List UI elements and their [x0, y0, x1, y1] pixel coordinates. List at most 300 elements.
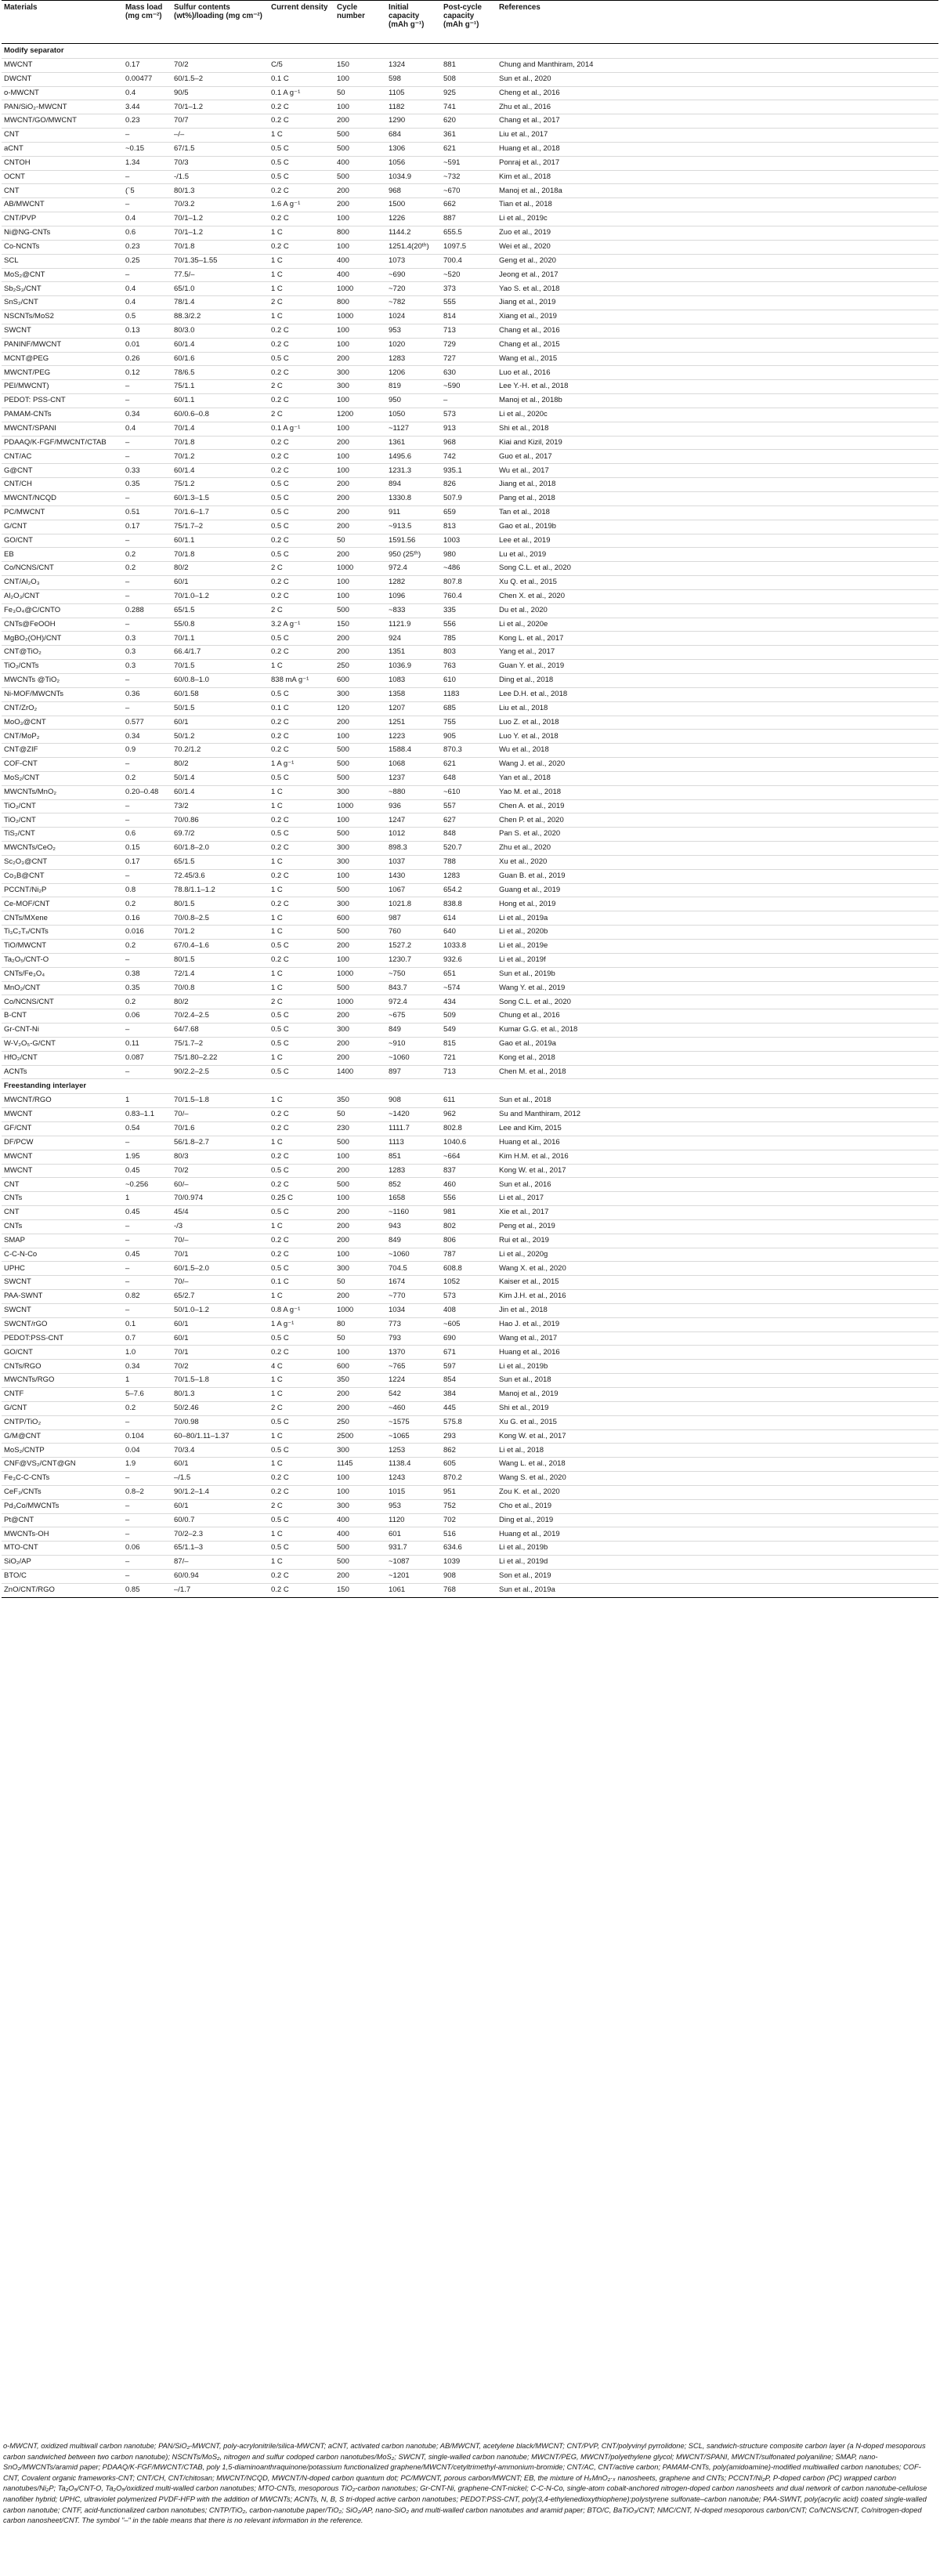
- reference-cell: Chen A. et al., 2019: [497, 799, 938, 813]
- initial-capacity-cell: 1224: [386, 1374, 441, 1388]
- mass-load-cell: –: [123, 673, 172, 687]
- mass-load-cell: –: [123, 1065, 172, 1079]
- post-cycle-capacity-cell: 981: [441, 1206, 497, 1220]
- initial-capacity-cell: 1588.4: [386, 744, 441, 758]
- reference-cell: Xie et al., 2017: [497, 1206, 938, 1220]
- reference-cell: Sun et al., 2018: [497, 1094, 938, 1108]
- mass-load-cell: 1.9: [123, 1458, 172, 1472]
- post-cycle-capacity-cell: 932.6: [441, 953, 497, 967]
- sulfur-cell: 60/1: [172, 1317, 269, 1331]
- sulfur-cell: 90/2.2–2.5: [172, 1065, 269, 1079]
- sulfur-cell: 60/0.8–1.0: [172, 673, 269, 687]
- post-cycle-capacity-cell: 408: [441, 1303, 497, 1317]
- material-cell: TiO/MWCNT: [2, 940, 123, 954]
- current-density-cell: 0.2 C: [269, 436, 334, 450]
- post-cycle-capacity-cell: 742: [441, 450, 497, 464]
- initial-capacity-cell: 1096: [386, 589, 441, 603]
- material-cell: PAN/SiO₂-MWCNT: [2, 100, 123, 114]
- table-footnote: o-MWCNT, oxidized multiwall carbon nanotube; PAN/SiO₂-MWCNT, poly-acrylonitrile/silica-MWCNT; aCNT, activated carbon nanotube; AB/MWCNT, acetylene black/MWCNT; CNT/PVP, CNT/polyvinyl pyrrolidone; SCL, sandwich-structure composite carbon layer (a N-doped mesoporous carbon sandwiched between two carbon nanotube); NSCNTs/MoS₂, nitrogen and sulfur codoped carbon nanotubes/MoS₂; SWCNT, single-walled carbon nanotube; MWCNT/PEG, MWCNT/polyethylene glycol; MWCNT/SPANI, MWCNT/sulfonated polyaniline; SMAP, nano-SnO₂/MWCNTs/aramid paper; PDAAQ/K-FGF/MWCNT/CTAB, poly 1,5-diaminoanthraquinone/potassium functionalized graphene/MWCNT/cetyltrimethyl-ammonium-bromide; CNT/AC, CNT/active carbon; PAMAM-CNTs, poly(amidoamine)-modified multiwalled carbon nanotubes; COF-CNT, Covalent organic frameworks-CNT; CNT/CH, CNT/chitosan; MWCNT/NCQD, MWCNT/N-doped carbon quantum dot; PC/MWCNT, porous carbon/MWCNT; EB, the mixture of HₓMnO₂·ₓ nanosheets, graphene and CNTs; PCCNT/Ni₂P, P-doped carbon (PC) wrapped carbon nanotubes/Ni₂P; Ta₂O₅/CNT-O, Ta₂O₅/oxidized multi-walled carbon nanotubes; MTO-CNTs, mesoporous TiO₂-carbon nanotubes; Gr-CNT-Ni, graphene-CNT-nickel; C-C-N-Co, single-atom cobalt-anchored nitrogen-doped carbon nanosheets and dual network of carbon nanotube-cellulose nanofiber hybrid; UPHC, ultraviolet polymerized PVDF-HFP with the addition of MWCNTs; ACNTs, N, B, S tri-doped active carbon nanotubes; PEDOT:PSS-CNT, poly(3,4-ethylenedioxythiophene):polystyrene sulfonate–carbon nanotube; PAA-SWNT, poly(acrylic acid) coated single-walled carbon nanotube; CNTF, acid-functionalized carbon nanotubes; CNTP/TiO₂, carbon-nanotube paper/TiO₂; SiO₂/AP, nano-SiO₂ and multi-walled carbon nanotubes and aramid paper; BTO/C, BaTiO₃/CNT; NMC/CNT, N-doped mesoporous carbon/CNT; Co/NCNS/CNT, Co/nitrogen-doped carbon nanosheet/CNT. The symbol "–" in the table means that there is no relevant information in the reference.: [3, 2442, 927, 2525]
- initial-capacity-cell: 793: [386, 1331, 441, 1346]
- post-cycle-capacity-cell: 516: [441, 1527, 497, 1542]
- initial-capacity-cell: 1067: [386, 883, 441, 897]
- post-cycle-capacity-cell: 935.1: [441, 464, 497, 478]
- post-cycle-capacity-cell: 507.9: [441, 492, 497, 506]
- initial-capacity-cell: 760: [386, 926, 441, 940]
- mass-load-cell: 1: [123, 1374, 172, 1388]
- table-row: [2, 926, 938, 940]
- cycle-number-cell: 300: [334, 1024, 386, 1038]
- mass-load-cell: –: [123, 198, 172, 212]
- cycle-number-cell: 500: [334, 744, 386, 758]
- material-cell: Sc₂O₃@CNT: [2, 855, 123, 869]
- initial-capacity-cell: 704.5: [386, 1262, 441, 1276]
- post-cycle-capacity-cell: ~664: [441, 1150, 497, 1164]
- mass-load-cell: 0.2: [123, 940, 172, 954]
- table-row: [2, 967, 938, 981]
- table-row: [2, 72, 938, 86]
- table-row: [2, 268, 938, 282]
- material-cell: EB: [2, 548, 123, 562]
- post-cycle-capacity-cell: 509: [441, 1009, 497, 1024]
- table-row: [2, 505, 938, 520]
- cycle-number-cell: 1000: [334, 310, 386, 324]
- mass-load-cell: 0.85: [123, 1583, 172, 1597]
- post-cycle-capacity-cell: 1052: [441, 1276, 497, 1290]
- mass-load-cell: 0.45: [123, 1248, 172, 1262]
- post-cycle-capacity-cell: 608.8: [441, 1262, 497, 1276]
- table-row: [2, 981, 938, 995]
- mass-load-cell: –: [123, 268, 172, 282]
- mass-load-cell: 3.44: [123, 100, 172, 114]
- table-row: [2, 646, 938, 660]
- sulfur-cell: 70/1–1.2: [172, 226, 269, 240]
- initial-capacity-cell: 1015: [386, 1485, 441, 1499]
- cycle-number-cell: 500: [334, 129, 386, 143]
- table-row: [2, 254, 938, 268]
- table-row: [2, 897, 938, 911]
- current-density-cell: 2 C: [269, 408, 334, 422]
- material-cell: MWCNT/NCQD: [2, 492, 123, 506]
- mass-load-cell: 0.23: [123, 114, 172, 129]
- sulfur-cell: 60/0.7: [172, 1513, 269, 1527]
- material-cell: Gr-CNT-Ni: [2, 1024, 123, 1038]
- sulfur-cell: 60/0.6–0.8: [172, 408, 269, 422]
- cycle-number-cell: 200: [334, 716, 386, 730]
- material-cell: G/CNT: [2, 520, 123, 534]
- reference-cell: Chen M. et al., 2018: [497, 1065, 938, 1079]
- mass-load-cell: 0.2: [123, 1401, 172, 1415]
- mass-load-cell: –: [123, 1219, 172, 1234]
- material-cell: CNTs: [2, 1219, 123, 1234]
- sulfur-cell: 70/1.6: [172, 1121, 269, 1136]
- current-density-cell: 0.2 C: [269, 1485, 334, 1499]
- sulfur-cell: -/3: [172, 1219, 269, 1234]
- table-row: [2, 883, 938, 897]
- mass-load-cell: 0.17: [123, 520, 172, 534]
- initial-capacity-cell: 931.7: [386, 1542, 441, 1556]
- reference-cell: Guan Y. et al., 2019: [497, 660, 938, 674]
- material-cell: MWCNT: [2, 1150, 123, 1164]
- table-row: [2, 212, 938, 226]
- table-row: [2, 618, 938, 632]
- table-row: [2, 673, 938, 687]
- material-cell: MoS₂@CNT: [2, 268, 123, 282]
- current-density-cell: 0.2 C: [269, 744, 334, 758]
- mass-load-cell: 1.34: [123, 156, 172, 170]
- mass-load-cell: 0.2: [123, 771, 172, 785]
- current-density-cell: 0.5 C: [269, 1415, 334, 1429]
- material-cell: Sb₂S₃/CNT: [2, 282, 123, 296]
- mass-load-cell: 0.2: [123, 548, 172, 562]
- initial-capacity-cell: 1138.4: [386, 1458, 441, 1472]
- initial-capacity-cell: 1253: [386, 1444, 441, 1458]
- mass-load-cell: 0.016: [123, 926, 172, 940]
- post-cycle-capacity-cell: 445: [441, 1401, 497, 1415]
- initial-capacity-cell: 1290: [386, 114, 441, 129]
- mass-load-cell: –: [123, 436, 172, 450]
- sulfur-cell: 70/–: [172, 1234, 269, 1248]
- initial-capacity-cell: 987: [386, 911, 441, 926]
- sulfur-cell: 70/1.8: [172, 240, 269, 254]
- post-cycle-capacity-cell: 634.6: [441, 1542, 497, 1556]
- post-cycle-capacity-cell: 614: [441, 911, 497, 926]
- material-cell: MWCNTs/RGO: [2, 1374, 123, 1388]
- sulfur-cell: 70/2: [172, 1164, 269, 1178]
- post-cycle-capacity-cell: 951: [441, 1485, 497, 1499]
- initial-capacity-cell: ~690: [386, 268, 441, 282]
- table-row: [2, 282, 938, 296]
- current-density-cell: 1 C: [269, 129, 334, 143]
- material-cell: CNT: [2, 1178, 123, 1192]
- sulfur-cell: 50/1.5: [172, 701, 269, 716]
- reference-cell: Yan et al., 2018: [497, 771, 938, 785]
- reference-cell: Manoj et al., 2019: [497, 1388, 938, 1402]
- reference-cell: Song C.L. et al., 2020: [497, 562, 938, 576]
- mass-load-cell: 0.2: [123, 562, 172, 576]
- material-cell: PDAAQ/K-FGF/MWCNT/CTAB: [2, 436, 123, 450]
- material-cell: W-V₂O₅-G/CNT: [2, 1037, 123, 1051]
- post-cycle-capacity-cell: 605: [441, 1458, 497, 1472]
- initial-capacity-cell: 1020: [386, 338, 441, 352]
- cycle-number-cell: 150: [334, 58, 386, 72]
- mass-load-cell: 0.12: [123, 366, 172, 380]
- table-row: [2, 1234, 938, 1248]
- cycle-number-cell: 200: [334, 548, 386, 562]
- cycle-number-cell: 500: [334, 758, 386, 772]
- reference-cell: Wei et al., 2020: [497, 240, 938, 254]
- current-density-cell: 1 C: [269, 1556, 334, 1570]
- initial-capacity-cell: 968: [386, 184, 441, 198]
- table-row: [2, 296, 938, 310]
- current-density-cell: 1 C: [269, 799, 334, 813]
- mass-load-cell: 0.54: [123, 1121, 172, 1136]
- current-density-cell: 0.2 C: [269, 100, 334, 114]
- table-row: [2, 562, 938, 576]
- initial-capacity-cell: 943: [386, 1219, 441, 1234]
- cycle-number-cell: 100: [334, 72, 386, 86]
- mass-load-cell: 0.104: [123, 1429, 172, 1444]
- post-cycle-capacity-cell: 573: [441, 1290, 497, 1304]
- reference-cell: Wu et al., 2018: [497, 744, 938, 758]
- current-density-cell: 0.5 C: [269, 492, 334, 506]
- mass-load-cell: 0.06: [123, 1542, 172, 1556]
- sulfur-cell: 70/1.1: [172, 632, 269, 646]
- material-cell: CNTs@FeOOH: [2, 618, 123, 632]
- reference-cell: Li et al., 2019d: [497, 1556, 938, 1570]
- sulfur-cell: 60/1.4: [172, 338, 269, 352]
- initial-capacity-cell: 1012: [386, 828, 441, 842]
- reference-cell: Li et al., 2019e: [497, 940, 938, 954]
- sulfur-cell: 60/1: [172, 716, 269, 730]
- table-row: [2, 1094, 938, 1108]
- material-cell: MWCNTs/CeO₂: [2, 842, 123, 856]
- cycle-number-cell: 400: [334, 1513, 386, 1527]
- mass-load-cell: –: [123, 618, 172, 632]
- initial-capacity-cell: 1144.2: [386, 226, 441, 240]
- post-cycle-capacity-cell: 838.8: [441, 897, 497, 911]
- table-row: [2, 114, 938, 129]
- material-cell: PCCNT/Ni₂P: [2, 883, 123, 897]
- mass-load-cell: –: [123, 758, 172, 772]
- current-density-cell: 0.2 C: [269, 184, 334, 198]
- initial-capacity-cell: 1037: [386, 855, 441, 869]
- sulfur-cell: 60/1.58: [172, 687, 269, 701]
- reference-cell: Manoj et al., 2018a: [497, 184, 938, 198]
- reference-cell: Song C.L. et al., 2020: [497, 995, 938, 1009]
- table-row: [2, 129, 938, 143]
- cycle-number-cell: 200: [334, 436, 386, 450]
- current-density-cell: 4 C: [269, 1360, 334, 1374]
- current-density-cell: 2 C: [269, 1499, 334, 1513]
- cycle-number-cell: 100: [334, 422, 386, 436]
- initial-capacity-cell: 950: [386, 394, 441, 408]
- sulfur-cell: 75/1.7–2: [172, 520, 269, 534]
- current-density-cell: 0.5 C: [269, 1331, 334, 1346]
- table-row: [2, 744, 938, 758]
- reference-cell: Luo Y. et al., 2018: [497, 730, 938, 744]
- reference-cell: Peng et al., 2019: [497, 1219, 938, 1234]
- sulfur-cell: 70/1: [172, 1248, 269, 1262]
- sulfur-cell: 80/2: [172, 562, 269, 576]
- mass-load-cell: –: [123, 380, 172, 394]
- initial-capacity-cell: 1430: [386, 869, 441, 883]
- initial-capacity-cell: 1073: [386, 254, 441, 268]
- table-row: [2, 940, 938, 954]
- material-cell: PAMAM-CNTs: [2, 408, 123, 422]
- sulfur-cell: 70/1.5–1.8: [172, 1374, 269, 1388]
- initial-capacity-cell: ~770: [386, 1290, 441, 1304]
- material-cell: Co₃B@CNT: [2, 869, 123, 883]
- sulfur-cell: 60/1.5–2: [172, 72, 269, 86]
- reference-cell: Su and Manthiram, 2012: [497, 1108, 938, 1122]
- sulfur-cell: 55/0.8: [172, 618, 269, 632]
- mass-load-cell: 0.26: [123, 352, 172, 366]
- reference-cell: Li et al., 2017: [497, 1192, 938, 1206]
- table-row: [2, 1262, 938, 1276]
- reference-cell: Li et al., 2019b: [497, 1360, 938, 1374]
- current-density-cell: 0.2 C: [269, 813, 334, 828]
- mass-load-cell: 0.6: [123, 226, 172, 240]
- post-cycle-capacity-cell: ~610: [441, 785, 497, 799]
- material-cell: HfO₂/CNT: [2, 1051, 123, 1065]
- mass-load-cell: 0.34: [123, 1360, 172, 1374]
- initial-capacity-cell: 1500: [386, 198, 441, 212]
- cycle-number-cell: 80: [334, 1317, 386, 1331]
- initial-capacity-cell: 972.4: [386, 562, 441, 576]
- cycle-number-cell: 500: [334, 1136, 386, 1150]
- sulfur-cell: 60/1.8–2.0: [172, 842, 269, 856]
- cycle-number-cell: 200: [334, 1401, 386, 1415]
- sulfur-cell: 50/1.4: [172, 771, 269, 785]
- mass-load-cell: 0.3: [123, 646, 172, 660]
- cycle-number-cell: 200: [334, 1569, 386, 1583]
- initial-capacity-cell: 773: [386, 1317, 441, 1331]
- material-cell: GO/CNT: [2, 534, 123, 548]
- cycle-number-cell: 1200: [334, 408, 386, 422]
- material-cell: Ni-MOF/MWCNTs: [2, 687, 123, 701]
- material-cell: CNT/ZrO₂: [2, 701, 123, 716]
- table-row: [2, 1317, 938, 1331]
- post-cycle-capacity-cell: 802: [441, 1219, 497, 1234]
- mass-load-cell: 0.577: [123, 716, 172, 730]
- mass-load-cell: 0.288: [123, 603, 172, 618]
- post-cycle-capacity-cell: 980: [441, 548, 497, 562]
- sulfur-cell: –/1.5: [172, 1472, 269, 1486]
- current-density-cell: 0.5 C: [269, 548, 334, 562]
- post-cycle-capacity-cell: ~574: [441, 981, 497, 995]
- table-row: [2, 1206, 938, 1220]
- current-density-cell: C/5: [269, 58, 334, 72]
- material-cell: MoO₃@CNT: [2, 716, 123, 730]
- mass-load-cell: 0.82: [123, 1290, 172, 1304]
- sulfur-cell: 60–80/1.11–1.37: [172, 1429, 269, 1444]
- current-density-cell: 838 mA g⁻¹: [269, 673, 334, 687]
- material-cell: MoS₂/CNT: [2, 771, 123, 785]
- reference-cell: Kim J.H. et al., 2016: [497, 1290, 938, 1304]
- current-density-cell: 0.2 C: [269, 897, 334, 911]
- cycle-number-cell: 120: [334, 701, 386, 716]
- cycle-number-cell: 100: [334, 450, 386, 464]
- sulfur-cell: 67/0.4–1.6: [172, 940, 269, 954]
- table-row: [2, 338, 938, 352]
- reference-cell: Liu et al., 2017: [497, 129, 938, 143]
- current-density-cell: 1 C: [269, 926, 334, 940]
- table-row: [2, 1108, 938, 1122]
- table-row: [2, 632, 938, 646]
- post-cycle-capacity-cell: 729: [441, 338, 497, 352]
- table-row: [2, 478, 938, 492]
- table-row: [2, 450, 938, 464]
- mass-load-cell: –: [123, 1569, 172, 1583]
- sulfur-cell: 90/1.2–1.4: [172, 1485, 269, 1499]
- initial-capacity-cell: 1120: [386, 1513, 441, 1527]
- header-references: References: [499, 3, 540, 12]
- table-row: [2, 1429, 938, 1444]
- initial-capacity-cell: 1283: [386, 1164, 441, 1178]
- sulfur-cell: 45/4: [172, 1206, 269, 1220]
- mass-load-cell: 0.38: [123, 967, 172, 981]
- mass-load-cell: 0.8–2: [123, 1485, 172, 1499]
- initial-capacity-cell: 1231.3: [386, 464, 441, 478]
- reference-cell: Wang Y. et al., 2019: [497, 981, 938, 995]
- cycle-number-cell: 100: [334, 394, 386, 408]
- post-cycle-capacity-cell: 887: [441, 212, 497, 226]
- table-row: [2, 1331, 938, 1346]
- current-density-cell: 0.5 C: [269, 1206, 334, 1220]
- cycle-number-cell: 200: [334, 1290, 386, 1304]
- header-sulfur-contents: Sulfur contents (wt%)/loading (mg cm⁻²): [174, 3, 262, 20]
- reference-cell: Kong W. et al., 2017: [497, 1429, 938, 1444]
- table-row: [2, 660, 938, 674]
- cycle-number-cell: 1000: [334, 967, 386, 981]
- mass-load-cell: 0.01: [123, 338, 172, 352]
- post-cycle-capacity-cell: 597: [441, 1360, 497, 1374]
- initial-capacity-cell: 1050: [386, 408, 441, 422]
- sulfur-cell: 75/1.7–2: [172, 1037, 269, 1051]
- material-cell: SWCNT: [2, 324, 123, 338]
- cycle-number-cell: 200: [334, 505, 386, 520]
- initial-capacity-cell: 1036.9: [386, 660, 441, 674]
- reference-cell: Kong et al., 2018: [497, 1051, 938, 1065]
- post-cycle-capacity-cell: ~732: [441, 170, 497, 184]
- mass-load-cell: –: [123, 394, 172, 408]
- mass-load-cell: ~0.15: [123, 142, 172, 156]
- initial-capacity-cell: ~1201: [386, 1569, 441, 1583]
- mass-load-cell: 0.00477: [123, 72, 172, 86]
- initial-capacity-cell: 1056: [386, 156, 441, 170]
- initial-capacity-cell: 897: [386, 1065, 441, 1079]
- capacity-table: [2, 0, 938, 1598]
- mass-load-cell: 0.25: [123, 254, 172, 268]
- sulfur-cell: 80/1.3: [172, 1388, 269, 1402]
- cycle-number-cell: 150: [334, 1583, 386, 1597]
- initial-capacity-cell: 1658: [386, 1192, 441, 1206]
- post-cycle-capacity-cell: 1039: [441, 1556, 497, 1570]
- sulfur-cell: 70/–: [172, 1276, 269, 1290]
- post-cycle-capacity-cell: 1283: [441, 869, 497, 883]
- mass-load-cell: 0.11: [123, 1037, 172, 1051]
- cycle-number-cell: 500: [334, 926, 386, 940]
- mass-load-cell: 0.3: [123, 660, 172, 674]
- reference-cell: Lee and Kim, 2015: [497, 1121, 938, 1136]
- current-density-cell: 0.2 C: [269, 338, 334, 352]
- sulfur-cell: 70/3.2: [172, 198, 269, 212]
- material-cell: MTO-CNT: [2, 1542, 123, 1556]
- current-density-cell: 2 C: [269, 995, 334, 1009]
- current-density-cell: 1 C: [269, 1388, 334, 1402]
- current-density-cell: 0.5 C: [269, 1009, 334, 1024]
- sulfur-cell: 70/1.4: [172, 422, 269, 436]
- reference-cell: Liu et al., 2018: [497, 701, 938, 716]
- post-cycle-capacity-cell: 806: [441, 1234, 497, 1248]
- initial-capacity-cell: 1034: [386, 1303, 441, 1317]
- sulfur-cell: 80/3: [172, 1150, 269, 1164]
- material-cell: CNF@VS₂/CNT@GN: [2, 1458, 123, 1472]
- cycle-number-cell: 100: [334, 953, 386, 967]
- material-cell: SCL: [2, 254, 123, 268]
- reference-cell: Li et al., 2018: [497, 1444, 938, 1458]
- reference-cell: Geng et al., 2020: [497, 254, 938, 268]
- mass-load-cell: –: [123, 799, 172, 813]
- mass-load-cell: –: [123, 701, 172, 716]
- initial-capacity-cell: 924: [386, 632, 441, 646]
- table-row: [2, 1556, 938, 1570]
- post-cycle-capacity-cell: 621: [441, 142, 497, 156]
- post-cycle-capacity-cell: 837: [441, 1164, 497, 1178]
- table-row: [2, 1499, 938, 1513]
- mass-load-cell: 0.6: [123, 828, 172, 842]
- post-cycle-capacity-cell: 862: [441, 1444, 497, 1458]
